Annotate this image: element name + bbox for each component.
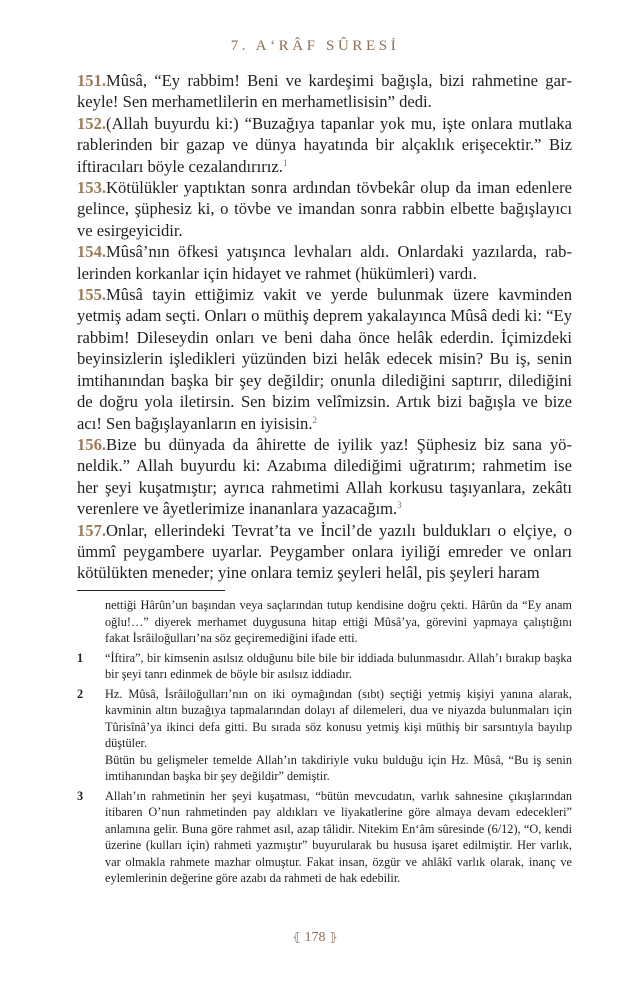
footnote-ref[interactable]: 3: [397, 500, 402, 511]
page-number-text: 178: [304, 930, 326, 945]
verse-body: (Allah buyurdu ki:) “Buzağıya tapanlar yok mu, işte onlara mutlaka rablerinden bir gazap ve dünya hayatında bir alçaklık erişecektir.” Biz iftiracıları böyle cezalandırırız.: [77, 113, 572, 176]
footnote-ref[interactable]: 2: [312, 414, 317, 425]
verse-156: [77, 434, 572, 520]
verse-number: 152.: [77, 113, 107, 133]
verse-number: 156.: [77, 434, 107, 454]
footnote-text: “İftira”, bir kimsenin asılsız olduğunu bile bile bir iddiada bulunmasıdır. Allah’ı bırakıp başka bir şeyi tanrı edinmek de böyle bir asılsız iddiadır.: [105, 650, 572, 681]
verse-number: 151.: [77, 71, 107, 90]
footnote-3: [77, 788, 572, 887]
footnote-number: 2: [77, 686, 84, 701]
verse-157: [77, 520, 572, 584]
footnote-1: [77, 650, 572, 683]
footnote-2: [77, 686, 572, 785]
footnote-ref[interactable]: 1: [282, 157, 288, 168]
verse-body: Kötülükler yaptıktan sonra ardından tövbekâr olup da iman edenlere gelince, şüphesiz ki, o tövbe ve imandan sonra rabbin elbette bağışlayıcı ve esirgeyicidir.: [77, 178, 572, 240]
verse-body: Mûsâ, “Ey rabbim! Beni ve kardeşimi bağışla, bizi rahmetine garkeyle! Sen merhametlilerin en merhametlisisin” dedi.: [77, 71, 572, 112]
page-number: [0, 930, 630, 946]
verse-number: 154.: [77, 242, 107, 262]
verse-154: [77, 241, 572, 284]
footnote-text: Allah’ın rahmetinin her şeyi kuşatması, “bütün mevcudatın, varlık sahnesine çıkışlarından itibaren O’nun rahmetinden pay aldıkları ve liyakatlerine göre almaya devam edecekleri” anlamına gelir. Buna göre rahmet asıl, azap tâlidir. Nitekim En‘âm sûresinde (6/12), “O, kendi üzerine (kulları için) rahmeti yazmıştır” buyurularak bu hususa işaret edilmiştir. Her varlık, var olmakla rahmete mazhar olmuştur. Fakat insan, özgür ve ahlâkî varlık olarak, inanç ve eylemlerinin değerine göre azabı da rahmeti de hak edebilir.: [105, 788, 572, 885]
verse-152: [77, 113, 572, 177]
left-ornament-icon: ⦃: [292, 930, 301, 944]
footnote-number: 3: [77, 788, 84, 803]
footnote-number: [77, 597, 105, 647]
footnote-text: Hz. Mûsâ, İsrâiloğulları’nın on iki oymağından (sıbt) seçtiği yetmiş kişiyi yanına alarak, kavminin altın buzağıya tapmalarından dolayı af dilemeleri, dua ve niyazda bulunmaları için Tûrisînâ’ya ikinci defa gitti. Bu sırada söz konusu yetmiş kişi müthiş bir sarsıntıyla bayılıp düştüler.: [105, 686, 572, 750]
verse-number: 153.: [77, 178, 107, 198]
verse-body: Onlar, ellerindeki Tevrat’ta ve İncil’de yazılı buldukları o elçiye, o ümmî peygambere uyarlar. Peygamber onlara iyiliği emreder ve onları kötülükten meneder; yine onlara temiz şeyleri helâl, pis şeyleri haram: [77, 520, 572, 583]
verse-body: Mûsâ tayin ettiğimiz vakit ve yerde bulunmak üzere kavminden yetmiş adam seçti. Onları o müthiş deprem yakalayınca Mûsâ dedi ki: “Ey rabbim! Dileseydin onları ve beni daha önce helâk ederdin. İçimizdeki beyinsizlerin işledikleri yüzünden bizi helâk edecek misin? Bu iş, senin imtihanından başka bir şey değildir; onunla dilediğini saptırır, dilediğini de doğru yola iletirsin. Sen bizim velîmizsin. Artık bizi bağışla ve bize acı! Sen bağışlayanların en iyisisin.: [77, 285, 572, 433]
running-header: 7. A‘RÂF SÛRESİ: [230, 38, 400, 54]
verse-number: 155.: [77, 285, 107, 305]
footnote-continued: [77, 597, 572, 647]
verse-body: Mûsâ’nın öfkesi yatışınca levhaları aldı. Onlardaki yazılarda, rablerinden korkanlar için hidayet ve rahmet (hükümleri) vardı.: [77, 242, 572, 283]
footnotes: [77, 597, 572, 890]
verse-155: [77, 284, 572, 434]
verse-body: Bize bu dünyada da âhirette de iyilik yaz! Şüphesiz biz sana yöneldik.” Allah buyurdu ki: Azabıma dilediğimi uğratırım; rahmetim ise her şeyi kuşatmıştır; ayrıca rahmetimi Allah korkusu taşıyanlara, zekâtı verenlere ve âyetlerimize inananlara yazacağım.: [77, 434, 572, 519]
right-ornament-icon: ⦄: [329, 930, 338, 944]
verse-153: [77, 177, 572, 241]
verse-text: [77, 70, 572, 584]
footnote-text: Bütün bu gelişmeler temelde Allah’ın takdiriyle vuku bulduğu için Hz. Mûsâ, “Bu iş senin imtihanından başka bir şey değildir” demiştir.: [105, 752, 572, 783]
footnote-divider: [77, 590, 225, 591]
verse-151: [77, 70, 572, 113]
footnote-number: 1: [77, 650, 84, 665]
footnote-text: nettiği Hârûn’un başından veya saçlarından tutup kendisine doğru çekti. Hârûn da “Ey anam oğlu!…” diyerek merhamet duygusuna hitap ettiği Mûsâ’ya, görevini yapmaya çalıştığını fakat İsrâiloğulları’na söz geçiremediğini ifade etti.: [105, 598, 572, 645]
verse-number: 157.: [77, 520, 107, 540]
